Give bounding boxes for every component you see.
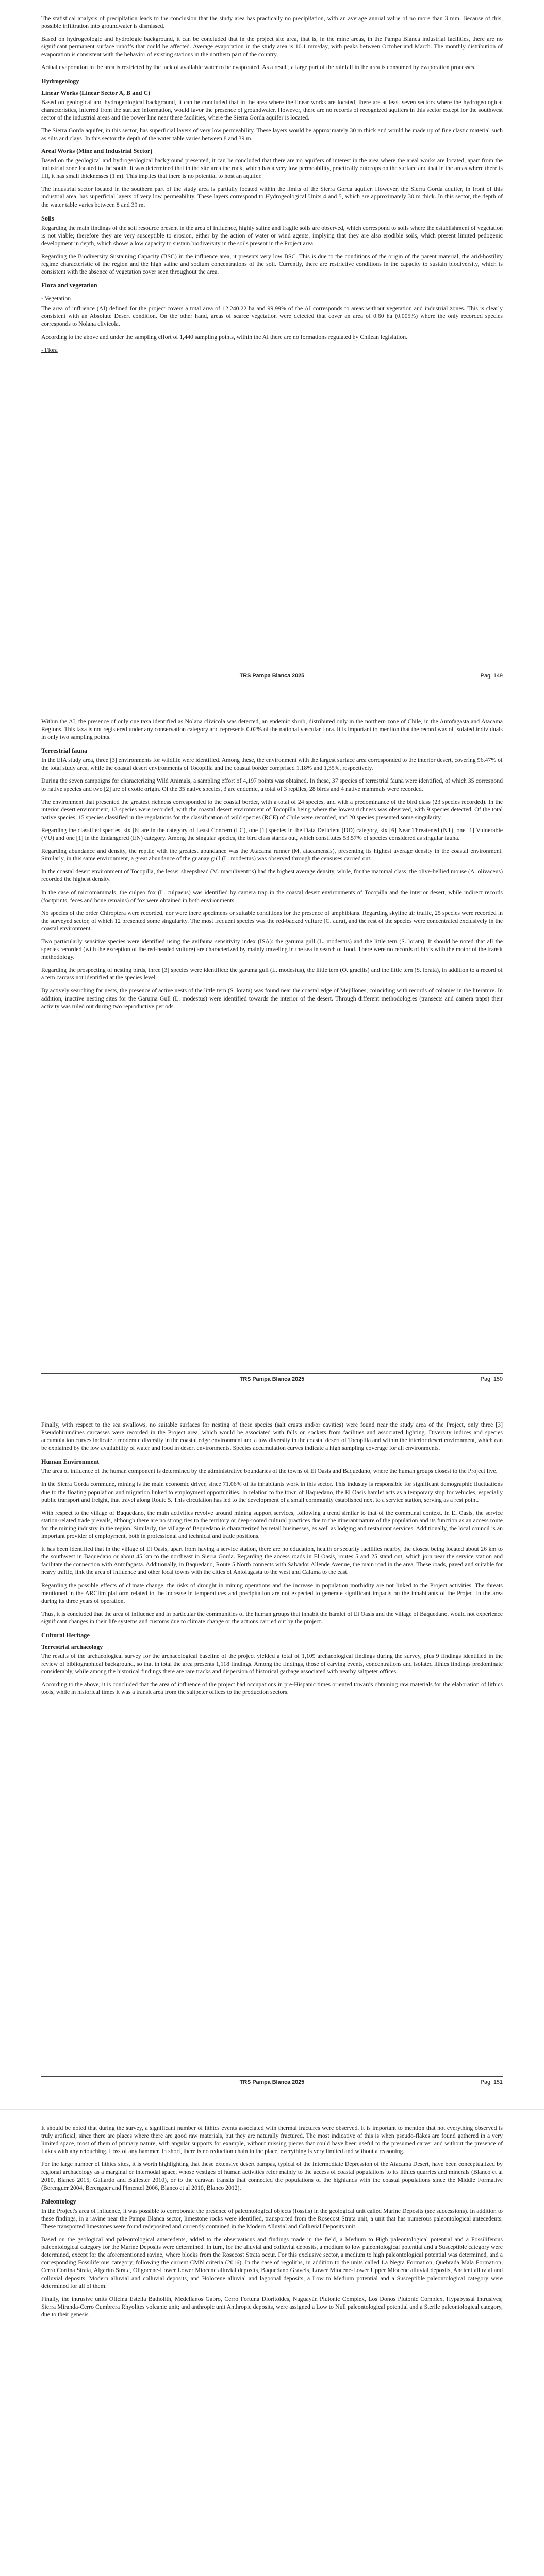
section-heading: Soils	[41, 214, 54, 222]
section-heading: Flora and vegetation	[41, 282, 97, 290]
paragraph: Actual evaporation in the area is restricted by the lack of available water to be evaporated. As a result, a large part of the rainfall in the area is consumed by evaporation processes.	[41, 63, 476, 71]
paragraph: In the EIA study area, three [3] environments for wildlife were identified. Among these, the environment with the largest surface area corresponded to the interior desert, covering 96.47% of the total study area, while the coastal desert environments of Tocopilla and the coastal border comprised 1.18% and 1,35%, respectively.	[41, 756, 503, 772]
paragraph: According to the above and under the sampling effort of 1,440 sampling points, within the AI there are no formations regulated by Chilean legislation.	[41, 333, 408, 341]
paragraph: It has been identified that in the village of El Oasis, apart from having a service station, there are no education, health or security facilities nearby, the closest being located about 26 km to the southwest in Baquedano or about 45 km to the northeast in Sierra Gorda. Regarding the access roads in El Oasis, routes 5 and 25 stand out, which join near the service station and facilitate the connection with Antofagasta. Additionally, in Baquedano, Route 5 North connects with Salvador Allende Avenue, the main road in the area. These roads, paved and suitable for heavy traffic, link the area of influence and other local towns with the cities of Antofagasta to the west and Calama to the east.	[41, 1545, 503, 1576]
subsection-heading: Terrestrial archaeology	[41, 1642, 103, 1650]
paragraph: In the Sierra Gorda commune, mining is the main economic driver, since 71.06% of its inhabitants work in this sector. This industry is responsible for significant demographic fluctuations due to the floating population and migration linked to employment opportunities. In relation to the town of Baquedano, the El Oasis hamlet acts as a temporary stop for vehicles, especially public transport and freight, that travel along Route 5. This circulation has led to the development of a small community established next to a service station, serving as a rest point.	[41, 1480, 503, 1503]
subsection-heading: Linear Works (Linear Sector A, B and C)	[41, 89, 151, 96]
paragraph: The statistical analysis of precipitation leads to the conclusion that the study area has practically no precipitation, with an average annual value of no more than 3 mm. Because of this, possible infiltration into groundwater is dismissed.	[41, 14, 503, 30]
page-content	[41, 718, 503, 1010]
document-page	[0, 0, 544, 703]
paragraph: The environment that presented the greatest richness corresponded to the coastal border, with a total of 24 species, and with a predominance of the bird class (23 species recorded). In the interior desert environment, 13 species were recorded, with the coastal desert environment of Tocopilla being where the lowest richness was observed, with 9 species detected. Of the total native species, 15 species classified in the regulations for the classification of wild species (RCE) of Chile were recorded, and 20 species presented some singularity.	[41, 798, 503, 821]
paragraph: The results of the archaeological survey for the archaeological baseline of the project yielded a total of 1,109 archaeological findings during the survey, plus 9 findings identified in the review of bibliographical background, so that in total the area presents 1,118 findings. Among the findings, those of carving events, concentrations and isolated lithics findings predominate considerably, while among the historical findings there are rare tracks and dispersion of historical garbage associated with nearby saltpeter offices.	[41, 1652, 503, 1675]
page-content	[41, 14, 503, 354]
paragraph: The Sierra Gorda aquifer, in this sector, has superficial layers of very low permeability. These layers would be approximately 30 m thick and would be made up of fine clastic material such as silts and clays. In this sector the depth of the water table varies between 8 and 39 m.	[41, 126, 503, 142]
paragraph: The area of influence (AI) defined for the project covers a total area of 12,240.22 ha and 99.99% of the AI corresponds to areas without vegetation and industrial zones. This is clearly consistent with an Absolute Desert condition. On the other hand, areas of scarce vegetation were detected that cover an area of 0.60 ha (0.005%) where the only recorded species corresponds to Nolana clivicola.	[41, 304, 503, 328]
page-number: Pag. 151	[480, 2079, 503, 2086]
paragraph: Regarding the prospecting of nesting birds, three [3] species were identified: the garuma gull (L. modestus), the little tern (O. gracilis) and the little tern (S. lorata), in addition to a record of a tern carcass not identified at the species level.	[41, 966, 503, 981]
paragraph: By actively searching for nests, the presence of active nests of the little tern (S. lorata) was found near the coastal edge of Mejillones, coinciding with records of colonies in the literature. In addition, inactive nesting sites for the Garuma Gull (L. modestus) were identified towards the interior of the desert. Through different methodologies (transects and camera traps) their activity was ruled out during two reproductive periods.	[41, 987, 503, 1010]
footer-title: TRS Pampa Blanca 2025	[239, 673, 305, 679]
paragraph: Finally, with respect to the sea swallows, no suitable surfaces for nesting of these species (salt crusts and/or cavities) were found near the study area of the Project, only three [3] Pseudohirundines carcasses were recorded in the Project area, which would be associated with falls on sockets from facilities and associated lighting. Diversity indices and species accumulation curves indicate a moderate diversity in the coastal edge environment and a low diversity in the coastal desert of Tocopilla and within the interior desert environment, which can be explained by the low availability of water and food in desert environments. Species accumulation curves indicate a high sampling coverage for all environments.	[41, 1421, 503, 1452]
document-page	[0, 1406, 544, 2110]
underlined-subheading: - Vegetation	[41, 295, 71, 302]
footer-title: TRS Pampa Blanca 2025	[239, 1376, 305, 1382]
footer-spacer	[41, 2079, 195, 2086]
footer-spacer	[41, 673, 195, 679]
paragraph: Regarding the classified species, six [6] are in the category of Least Concern (LC), one [1] species in the Data Deficient (DD) category, six [6] Near Threatened (NT), one [1] Vulnerable (VU) and one [1] in the Endangered (EN) category. Among the singular species, the bird class stands out, which constitutes 53.57% of species considered as singular fauna.	[41, 826, 503, 842]
paragraph: The industrial sector located in the southern part of the study area is partially located within the limits of the Sierra Gorda aquifer. However, the Sierra Gorda aquifer, in front of this industrial area, has superficial layers of very low permeability. These layers correspond to Hydrogeological Units 4 and 5, which are approximately 30 m thick. In this sector, the depth of the water table varies between 8 and 39 m.	[41, 185, 503, 208]
underlined-subheading: - Flora	[41, 346, 58, 353]
page-content	[41, 2124, 503, 2318]
paragraph: In the case of micromammals, the culpeo fox (L. culpaeus) was identified by camera trap in the coastal desert environments of Tocopilla and the interior desert, while indirect records (footprints, feces and bone remains) of fox were obtained in both environments.	[41, 888, 503, 904]
paragraph: Within the AI, the presence of only one taxa identified as Nolana clivicola was detected, an endemic shrub, distributed only in the northern zone of Chile, in the Antofagasta and Atacama Regions. This taxa is not registered under any conservation category and represents 0.02% of the national vascular flora. It is important to mention that the record was of isolated individuals in only two sampling points.	[41, 718, 503, 741]
paragraph: Thus, it is concluded that the area of influence and in particular the communities of the human groups that inhabit the hamlet of El Oasis and the village of Baquedano, would not experience significant changes in their life systems and customs due to climate change or the actions carried out by the project.	[41, 1609, 503, 1625]
paragraph: Based on hydrogeologic and hydrologic background, it can be concluded that in the project site area, that is, in the mine areas, in the Pampa Blanca industrial facilities, there are no significant permanent surface runoffs that could be affected. Average evaporation in the study area is 10.1 mm/day, with peaks between October and March. The monthly distribution of evaporation is consistent with the behavior of existing stations in the northern part of the country.	[41, 35, 503, 58]
footer-title: TRS Pampa Blanca 2025	[239, 2079, 305, 2086]
paragraph: Regarding abundance and density, the reptile with the greatest abundance was the Atacama runner (M. atacamensis), presenting its highest average density in the coastal environment. Similarly, in this same environment, a great abundance of the guanay gull (L. modestus) was observed through the censuses carried out.	[41, 847, 503, 862]
paragraph: It should be noted that during the survey, a significant number of lithics events associated with thermal fractures were observed. It is important to mention that not everything observed is truly artificial, since there are places where there are good raw materials, but they are naturally fractured. The most indicative of this is when pseudo-flakes are found gathered in a very limited space, most of them of primary nature, with angular supports for example, without missing pieces that could have been useful to the presumed carver and without the presence of flakes with any retouching. Loss of any hammer. In short, there is no reduction chain in the place, everything is very limited and without a reasoning.	[41, 2124, 503, 2155]
footer-spacer	[41, 1376, 195, 1382]
page-content	[41, 1421, 503, 1696]
page-number: Pag. 149	[480, 673, 503, 679]
paragraph: In the Project's area of influence, it was possible to corroborate the presence of paleontological objects (fossils) in the geological unit called Marine Deposits (see successions). In addition to these findings, in a ravine near the Pampa Blanca sector, limestone rocks were identified, transported from the Rosecost Strata unit, a unit that has numerous paleontological antecedents. These transported limestones were found redeposited and currently contained in the Modern Alluvial and Colluvial Deposits unit.	[41, 2207, 503, 2230]
document-page	[0, 2110, 544, 2576]
page-number: Pag. 150	[480, 1376, 503, 1382]
paragraph: In the coastal desert environment of Tocopilla, the lesser sheepshead (M. maculiventris) had the highest average density, while, for the mammal class, the olive-bellied mouse (A. olivaceus) recorded the highest density.	[41, 868, 503, 883]
page-footer	[41, 2076, 503, 2086]
section-heading: Terrestrial fauna	[41, 747, 88, 755]
section-heading: Hydrogeology	[41, 77, 79, 85]
paragraph: With respect to the village of Baquedano, the main activities revolve around mining support services, following a trend similar to that of the communal context. In El Oasis, the service station-related trade prevails, although there are no strong ties to the territory or deep-rooted cultural practices due to the itinerant nature of the population and its function as an access route for the mining industry in the region. Similarly, the village of Baquedano is characterized by retail businesses, as well as lodging and restaurant services. Additionally, the local council is an important provider of employment, both in professional and technical and trade positions.	[41, 1509, 503, 1540]
paragraph: The area of influence of the human component is determined by the administrative boundaries of the towns of El Oasis and Baquedano, where the human groups closest to the Project live.	[41, 1467, 498, 1475]
document-page	[0, 703, 544, 1406]
paragraph: Based on the geological and hydrogeological background presented, it can be concluded that there are no aquifers of interest in the area where the areal works are located, apart from the industrial zone located to the south. It was determined that in the site area the rock, which has a very low permeability, practically outcrops on the surface and that in the areas where there is fill, it has small thicknesses (1 m). This implies that there is no potential to host an aquifer.	[41, 157, 503, 180]
paragraph: Two particularly sensitive species were identified using the avifauna sensitivity index (ISA): the garuma gull (L. modestus) and the little tern (S. lorata). It should be noted that all the species recorded (with the exception of the red-headed vulture) are characterized by mainly traveling in the sea in search of food. There were no records of birds with the motor of the transit methodology.	[41, 937, 503, 961]
paragraph: For the large number of lithics sites, it is worth highlighting that these extensive desert pampas, typical of the Intermediate Depression of the Atacama Desert, have been conceptualized by regional archaeology as a marginal or internodal space, whose vestiges of human activities refer mainly to the access of coastal populations to its lithics quarries and minerals (Blanco et al 2010, Blanco 2015, Gallardo and Ballester 2010), or to the caravan transits that connected the populations of the highlands with the coastal populations since the Middle Formative (Berenguer 2004, Berenguer and Pimentel 2006, Blanco et al 2010, Blanco 2012).	[41, 2160, 503, 2191]
section-heading: Human Environment	[41, 1458, 100, 1466]
paragraph: Regarding the possible effects of climate change, the risks of drought in mining operations and the increase in population morbidity are not linked to the Project activities. The threats mentioned in the ARClim platform related to the increase in temperatures and precipitation are not expected to generate significant impacts on the inhabitants of the Project in the area during its three years of operation.	[41, 1581, 503, 1604]
paragraph: No species of the order Chiroptera were recorded, nor were there specimens or suitable conditions for the presence of amphibians. Regarding skyline air traffic, 25 species were recorded in the surveyed sector, of which 12 presented some singularity. The most frequent species was the red-backed vulture (C. aura), and the rest of the species were concentrated exclusively in the coastal environment.	[41, 909, 503, 932]
paragraph: Regarding the Biodiversity Sustaining Capacity (BSC) in the influence area, it presents very low BSC. This is due to the conditions of the origin of the parent material, the arid-hostility regime characteristic of the region and the high saline and sodium concentrations of the soil. Currently, there are restrictive conditions in the capacity to sustain biodiversity, which is consistent with the absence of vegetation cover seen throughout the area.	[41, 252, 503, 276]
section-heading: Paleontology	[41, 2197, 76, 2205]
subsection-heading: Areal Works (Mine and Industrial Sector)	[41, 147, 153, 155]
page-footer	[41, 1373, 503, 1382]
paragraph: Finally, the intrusive units Oficina Estella Batholith, Medellanos Gabro, Cerro Fortuna Dioritoides, Naguayán Plutonic Complex, Los Donos Plutonic Complex, Hypabyssal Intrusives; Sierra Miranda-Cerro Cumbrera Rhyolites volcanic unit; and anthropic unit Anthropic deposits, were assigned a Low to Null paleontological potential and a Sterile paleontological category, due to their genesis.	[41, 2295, 503, 2318]
paragraph: According to the above, it is concluded that the area of influence of the project had occupations in pre-Hispanic times oriented towards obtaining raw materials for the elaboration of lithics tools, while in historical times it was a transit area from the saltpeter offices to the production sectors.	[41, 1681, 503, 1696]
paragraph: Based on the geological and paleontological antecedents, added to the observations and findings made in the field, a Medium to High paleontological potential and a Fossiliferous paleontological category for the Marine Deposits were determined. In turn, for the alluvial and colluvial deposits, a medium to low paleontological potential and a Susceptible category were determined, except for the aforementioned ravine, where blocks from the Rosecost Strata occur. For this exclusive sector, a medium to high paleontological potential was determined, and a corresponding Fossiliferous category, following the current CMN criteria (2016). In the case of regoliths, in addition to the units called La Negra Formation, Quebrada Mala Formation, Cerro Cortina Strata, Algarito Strata, Oligocene-Lower Lower Miocene alluvial deposits, Baquedano Gravels, Lower Miocene-Lower Upper Miocene alluvial deposits, Ancient alluvial and colluvial deposits, Modern alluvial and colluvial deposits, and Holocene alluvial and lagoonal deposits, a Low to Medium potential and a Susceptible paleontological category were determined for all of them.	[41, 2235, 503, 2290]
paragraph: Based on geological and hydrogeological background, it can be concluded that in the area where the linear works are located, there are at least seven sectors where the hydrogeological characteristics, inferred from the surface information, would favor the presence of groundwater. However, there are no records of recognized aquifers in this sector except for the southwest sector of the industrial areas and the power line near these facilities, where the Sierra Gorda aquifer is located.	[41, 98, 503, 121]
page-footer	[41, 670, 503, 679]
paragraph: Regarding the main findings of the soil resource present in the area of influence, highly saline and fragile soils are observed, which correspond to soils where the establishment of vegetation is not viable; therefore they are very susceptible to erosion, either by the action of water or wind agents, implying that they are also erodible soils, which present limited pedogenic development in depth, which shows a low capacity to sustain biodiversity in the soils present in the Project area.	[41, 224, 503, 247]
section-heading: Cultural Heritage	[41, 1631, 90, 1639]
paragraph: During the seven campaigns for characterizing Wild Animals, a sampling effort of 4,197 points was obtained. In these, 37 species of terrestrial fauna were identified, of which 35 correspond to native species and two [2] are of exotic origin. Of the 35 native species, 3 are endemic, a total of 3 reptiles, 28 birds and 4 native mammals were recorded.	[41, 777, 503, 792]
